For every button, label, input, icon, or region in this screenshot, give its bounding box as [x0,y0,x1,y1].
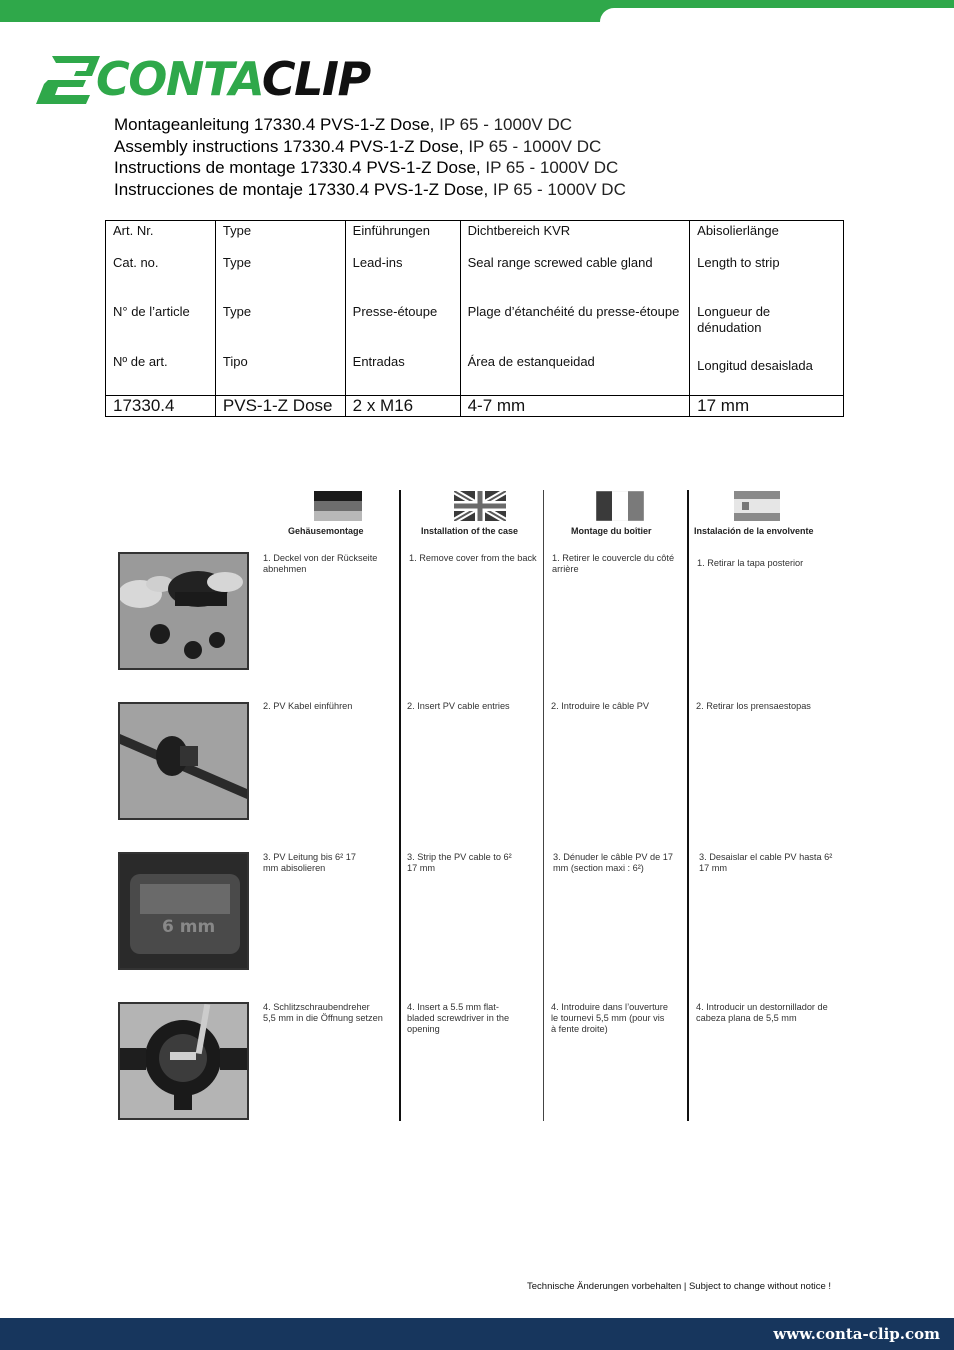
step-1-es: 1. Retirar la tapa posterior [697,558,804,568]
step-1-de: 1. Deckel von der Rückseite abnehmen [263,553,378,574]
contaclip-logo-mark-icon [34,52,104,108]
spec-header-cell: Presse-étoupe [345,304,460,354]
spec-header-cell: Einführungen [345,221,460,255]
spec-header-cell: Type [215,255,345,304]
spec-value-cell: 2 x M16 [345,396,460,417]
column-divider [399,490,401,1121]
spec-header-cell: Length to strip [690,255,844,304]
spec-header-row-en [106,255,844,304]
step-3-en: 3. Strip the PV cable to 6² 17 mm [407,852,512,873]
uk-flag-icon [454,491,506,521]
step-2-de: 2. PV Kabel einführen [263,701,353,711]
title-es: Instrucciones de montaje 17330.4 PVS-1-Z Dose, IP 65 - 1000V DC [114,179,626,199]
logo-word-clip: CLIP [261,52,370,106]
title-en: Assembly instructions 17330.4 PVS-1-Z Dose, IP 65 - 1000V DC [114,136,602,156]
spec-header-cell: Tipo [215,354,345,396]
spec-header-cell: Cat. no. [106,255,216,304]
spec-value-cell: 17 mm [690,396,844,417]
document-titles [114,114,626,200]
top-band-notch [600,8,954,22]
step-1-fr: 1. Retirer le couvercle du côté arrière [552,553,675,574]
spec-header-cell: Área de estanqueidad [460,354,690,396]
spec-header-cell: Longueur de dénudation [690,304,844,354]
logo-word-conta: CONTA [96,52,262,106]
spec-header-cell: Plage d’étanchéité du presse-étoupe [460,304,690,354]
spec-header-cell: Nº de art. [106,354,216,396]
title-fr: Instructions de montage 17330.4 PVS-1-Z Dose, IP 65 - 1000V DC [114,158,619,177]
spec-header-cell: Entradas [345,354,460,396]
spec-value-cell: 4-7 mm [460,396,690,417]
step-4-photo [118,1002,249,1120]
spec-header-cell: Art. Nr. [106,221,216,255]
contaclip-logo [34,52,379,108]
step-1-photo [118,552,249,670]
step-3-de: 3. PV Leitung bis 6² 17 mm abisolieren [263,852,356,873]
spain-flag-icon [734,491,780,521]
column-divider [687,490,689,1121]
column-heading-en: Installation of the case [421,526,519,536]
logo-wordmark [96,53,370,105]
column-heading-fr: Montage du boîtier [571,526,652,536]
spec-header-row-fr [106,304,844,354]
step-4-es: 4. Introducir un destornillador de cabeza plana de 5,5 mm [696,1002,828,1023]
step-2-photo [118,702,249,820]
step-3-photo [118,852,249,970]
spec-header-cell: Lead-ins [345,255,460,304]
step-3-fr: 3. Dénuder le câble PV de 17 mm (section maxi : 6²) [553,852,674,873]
spec-header-cell: Abisolierlänge [690,221,844,255]
step-4-en: 4. Insert a 5.5 mm flat-bladed screwdriver in the opening [407,1002,510,1034]
spec-values-row [106,396,844,417]
step-3-es: 3. Desaislar el cable PV hasta 6² 17 mm [699,852,833,873]
website-link[interactable]: www.conta-clip.com [773,1325,940,1343]
spec-value-cell: 17330.4 [106,396,216,417]
spec-header-row-es [106,354,844,396]
germany-flag-icon [314,491,362,521]
spec-header-cell: Type [215,221,345,255]
france-flag-icon [596,491,644,521]
step-2-es: 2. Retirar los prensaestopas [696,701,811,711]
step-2-en: 2. Insert PV cable entries [407,701,510,711]
change-notice: Technische Änderungen vorbehalten | Subject to change without notice ! [527,1281,832,1292]
spec-header-cell: Dichtbereich KVR [460,221,690,255]
step-4-fr: 4. Introduire dans l’ouverture le tournevi 5,5 mm (pour vis à fente droite) [551,1002,668,1034]
step-1-en: 1. Remove cover from the back [409,553,537,563]
spec-header-cell: N° de l’article [106,304,216,354]
column-heading-de: Gehäusemontage [288,526,364,536]
spec-header-cell: Type [215,304,345,354]
column-heading-es: Instalación de la envolvente [694,526,814,536]
spec-value-cell: PVS-1-Z Dose [215,396,345,417]
step-4-de: 4. Schlitzschraubendreher 5,5 mm in die Öffnung setzen [263,1002,383,1023]
title-de: Montageanleitung 17330.4 PVS-1-Z Dose, IP 65 - 1000V DC [114,115,573,134]
spec-header-cell: Longitud desaislada [690,354,844,396]
spec-header-row-de [106,221,844,255]
column-divider [543,490,544,1121]
spec-table [105,220,844,417]
step-2-fr: 2. Introduire le câble PV [551,701,650,711]
spec-header-cell: Seal range screwed cable gland [460,255,690,304]
photo-strip-gauge-label: 6 mm [162,917,216,937]
